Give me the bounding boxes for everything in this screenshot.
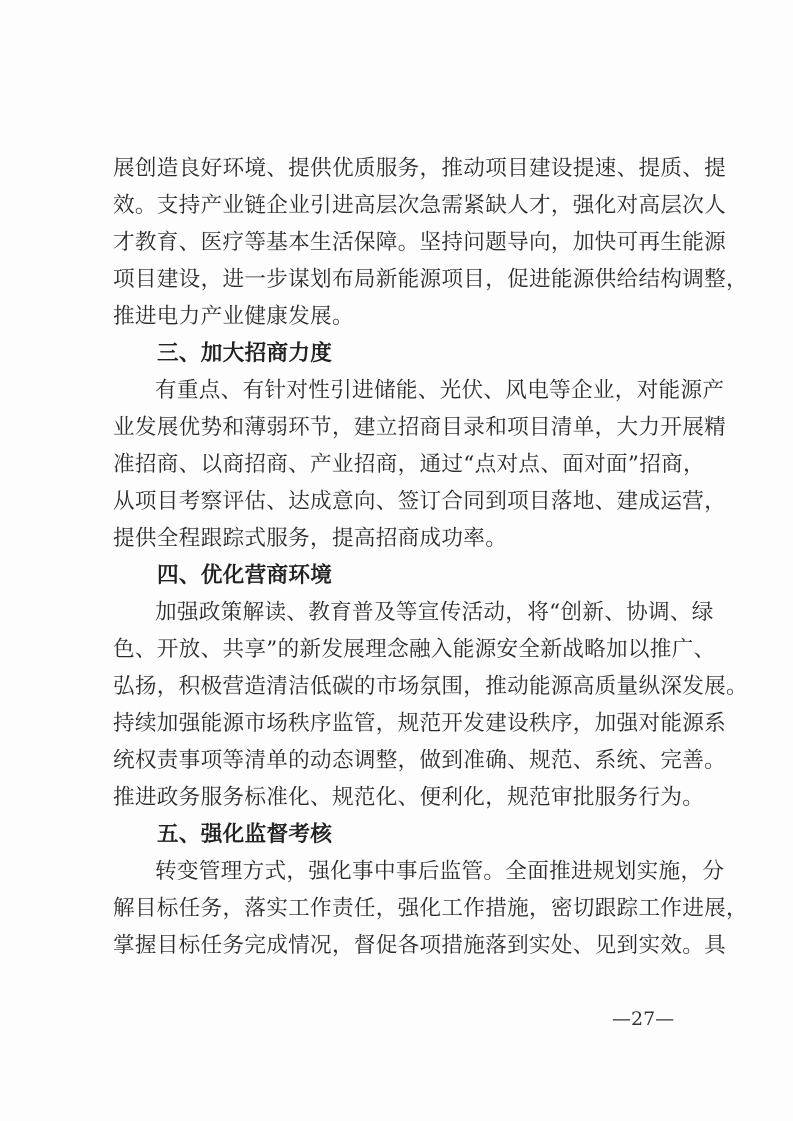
paragraph-line: 持续加强能源市场秩序监管，规范开发建设秩序，加强对能源系 (113, 711, 727, 736)
paragraph-line: 推进政务服务标准化、规范化、便利化，规范审批服务行为。 (113, 785, 705, 810)
paragraph-line: 色、开放、共享”的新发展理念融入能源安全新战略加以推广、 (113, 637, 716, 662)
paragraph-line: 统权责事项等清单的动态调整，做到准确、规范、系统、完善。 (113, 748, 727, 773)
paragraph-line: 掌握目标任务完成情况，督促各项措施落到实处、见到实效。具 (113, 933, 727, 958)
paragraph-line: 从项目考察评估、达成意向、签订合同到项目落地、建成运营， (113, 489, 727, 514)
paragraph-line: 有重点、有针对性引进储能、光伏、风电等企业，对能源产 (155, 378, 725, 403)
section-heading: 四、优化营商环境 (157, 563, 333, 588)
paragraph-line: 业发展优势和薄弱环节，建立招商目录和项目清单，大力开展精 (113, 415, 727, 440)
paragraph-line: 展创造良好环境、提供优质服务，推动项目建设提速、提质、提 (113, 156, 727, 181)
paragraph-line: 推进电力产业健康发展。 (113, 304, 354, 329)
paragraph-line: 准招商、以商招商、产业招商，通过“点对点、面对面”招商， (113, 452, 705, 477)
paragraph-line: 提供全程跟踪式服务，提高招商成功率。 (113, 526, 508, 551)
page-number: —27— (612, 1008, 675, 1030)
paragraph-line: 解目标任务，落实工作责任，强化工作措施，密切跟踪工作进展， (113, 896, 748, 921)
paragraph-line: 才教育、医疗等基本生活保障。坚持问题导向，加快可再生能源 (113, 230, 727, 255)
paragraph-line: 效。支持产业链企业引进高层次急需紧缺人才，强化对高层次人 (113, 193, 727, 218)
paragraph-line: 加强政策解读、教育普及等宣传活动，将“创新、协调、绿 (155, 600, 714, 625)
section-heading: 三、加大招商力度 (157, 341, 333, 366)
paragraph-line: 弘扬，积极营造清洁低碳的市场氛围，推动能源高质量纵深发展。 (113, 674, 748, 699)
paragraph-line: 转变管理方式，强化事中事后监管。全面推进规划实施，分 (155, 859, 725, 884)
paragraph-line: 项目建设，进一步谋划布局新能源项目，促进能源供给结构调整， (113, 267, 748, 292)
section-heading: 五、强化监督考核 (157, 822, 333, 847)
